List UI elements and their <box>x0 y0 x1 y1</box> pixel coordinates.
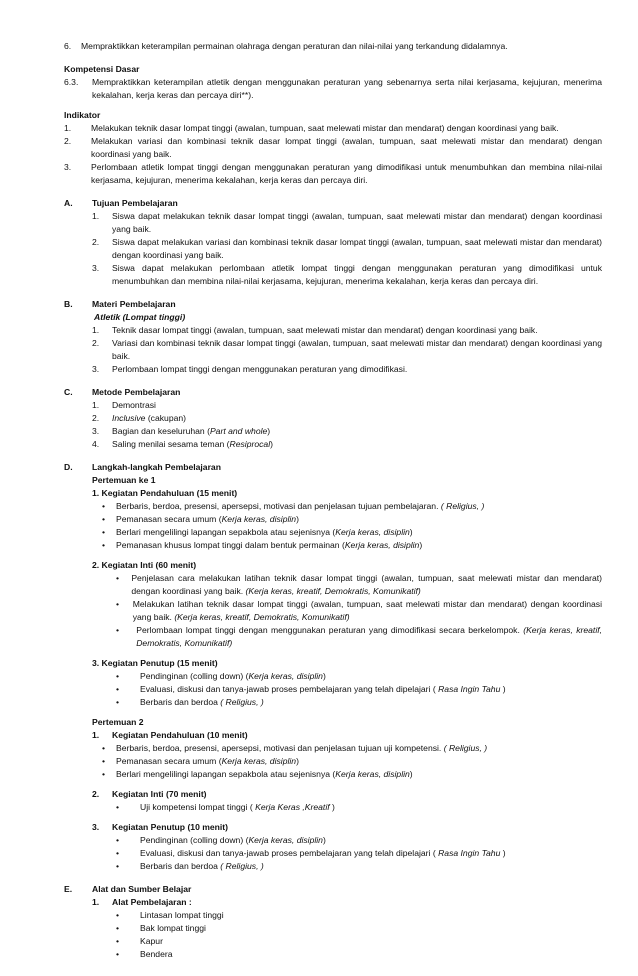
intro-text: Mempraktikkan keterampilan permainan olahraga dengan peraturan dan nilai-nilai yang terkandung didalamnya. <box>81 41 508 51</box>
section-letter: A. <box>64 198 73 208</box>
section-title: Tujuan Pembelajaran <box>92 198 178 208</box>
item-text: Lintasan lompat tinggi <box>140 910 224 920</box>
kegiatan-title: 2. Kegiatan Inti (60 menit) <box>92 560 197 570</box>
section-title: Langkah-langkah Pembelajaran <box>92 462 221 472</box>
item-text: Inclusive (cakupan) <box>112 413 187 423</box>
list-item <box>92 412 602 425</box>
indikator-heading: Indikator <box>64 110 101 120</box>
indikator-item <box>64 122 602 135</box>
bullet-icon: • <box>116 671 120 681</box>
section-c-heading <box>64 386 602 399</box>
item-number: 1. <box>92 211 100 221</box>
indikator-item <box>64 135 602 161</box>
item-number: 3. <box>92 364 100 374</box>
bullet-item: • Melakukan latihan teknik dasar lompat tinggi (awalan, tumpuan, saat melewati mistar dan mendarat) dengan koordinasi yang baik. (Kerja keras, kreatif, Demokratis, Komunikatif) <box>116 599 602 622</box>
list-item <box>92 337 602 363</box>
bullet-icon: • <box>116 802 120 812</box>
kegiatan-title: 2. Kegiatan Inti (70 menit) <box>92 789 207 799</box>
section-title: Alat dan Sumber Belajar <box>92 884 192 894</box>
list-item <box>92 425 602 438</box>
bullet-item: • Berbaris dan berdoa ( Religius, ) <box>116 861 264 871</box>
bullet-item <box>116 948 602 961</box>
list-item <box>92 438 602 451</box>
bullet-item: • Pemanasan secara umum (Kerja keras, disiplin) <box>102 756 299 766</box>
bullet-icon: • <box>116 835 120 845</box>
section-letter: D. <box>64 462 73 472</box>
item-number: 4. <box>92 439 100 449</box>
item-number: 3. <box>92 426 100 436</box>
item-text: Bak lompat tinggi <box>140 923 206 933</box>
item-text: Teknik dasar lompat tinggi (awalan, tumpuan, saat melewati mistar dan mendarat) dengan koordinasi yang baik. <box>112 325 538 335</box>
item-text: Perlombaan lompat tinggi dengan menggunakan peraturan yang dimodifikasi. <box>112 364 408 374</box>
kd-heading: Kompetensi Dasar <box>64 64 140 74</box>
indikator-text: Perlombaan atletik lompat tinggi dengan menggunakan peraturan yang dimodifikasi untuk menumbuhkan dan membina nilai-nilai kerjasama, kejujuran, menerima kekalahan, kerja keras dan percaya diri. <box>91 162 602 185</box>
item-text: Variasi dan kombinasi teknik dasar lompat tinggi (awalan, tumpuan, saat melewati mistar dan mendarat) dengan koordinasi yang baik. <box>112 338 602 361</box>
section-a-heading <box>64 197 602 210</box>
section-letter: C. <box>64 387 73 397</box>
bullet-item: • Pemanasan secara umum (Kerja keras, disiplin) <box>102 514 299 524</box>
bullet-item: • Perlombaan lompat tinggi dengan menggunakan peraturan yang dimodifikasi secara berkelompok. (Kerja keras, kreatif, Demokratis, Komunikatif) <box>116 625 603 648</box>
list-item <box>92 262 602 288</box>
list-item <box>92 236 602 262</box>
section-b-heading <box>64 298 602 311</box>
bullet-icon: • <box>102 756 106 766</box>
section-e-heading <box>64 883 602 896</box>
bullet-item <box>116 935 602 948</box>
bullet-icon: • <box>116 923 120 933</box>
item-number: 2. <box>92 338 100 348</box>
indikator-number: 1. <box>64 123 72 133</box>
bullet-icon: • <box>116 599 120 609</box>
bullet-item <box>116 909 602 922</box>
pertemuan-2-title: Pertemuan 2 <box>92 717 144 727</box>
intro-line <box>64 40 602 53</box>
item-number: 1. <box>92 325 100 335</box>
bullet-icon: • <box>116 697 120 707</box>
bullet-item <box>116 922 602 935</box>
item-text: Saling menilai sesama teman (Resiprocal) <box>112 439 273 449</box>
bullet-icon: • <box>102 501 106 511</box>
item-text: Siswa dapat melakukan perlombaan atletik lompat tinggi dengan menggunakan peraturan yang dimodifikasi untuk menumbuhkan dan membina nilai-nilai kerjasama, kejujuran, menerima kekalahan, kerja keras dan percaya diri. <box>112 263 602 286</box>
bullet-icon: • <box>116 910 120 920</box>
pertemuan-1-title: Pertemuan ke 1 <box>92 475 156 485</box>
alat-subheading: 1. Alat Pembelajaran : <box>92 897 192 907</box>
section-title: Metode Pembelajaran <box>92 387 181 397</box>
bullet-icon: • <box>102 527 106 537</box>
bullet-icon: • <box>116 949 120 959</box>
bullet-icon: • <box>116 625 120 635</box>
kegiatan-title: 3. Kegiatan Penutup (15 menit) <box>92 658 218 668</box>
bullet-item: • Berbaris, berdoa, presensi, apersepsi, motivasi dan penjelasan tujuan pembelajaran. ( Religius, ) <box>102 501 485 511</box>
item-number: 2. <box>92 237 100 247</box>
bullet-item: • Uji kompetensi lompat tinggi ( Kerja Keras ,Kreatif ) <box>116 802 335 812</box>
materi-subtitle: Atletik (Lompat tinggi) <box>94 312 186 322</box>
indikator-number: 2. <box>64 136 72 146</box>
section-letter: B. <box>64 299 73 309</box>
bullet-icon: • <box>102 743 106 753</box>
bullet-icon: • <box>116 573 120 583</box>
bullet-item: • Penjelasan cara melakukan latihan teknik dasar lompat tinggi (awalan, tumpuan, saat melewati mistar dan mendarat) dengan koordinasi yang baik. (Kerja keras, kreatif, Demokratis, Komunikatif) <box>116 573 602 596</box>
bullet-item: • Pendinginan (colling down) (Kerja keras, disiplin) <box>116 835 326 845</box>
indikator-text: Melakukan teknik dasar lompat tinggi (awalan, tumpuan, saat melewati mistar dan mendarat) dengan koordinasi yang baik. <box>91 123 559 133</box>
kegiatan-title: 1. Kegiatan Pendahuluan (10 menit) <box>92 730 248 740</box>
bullet-icon: • <box>116 936 120 946</box>
bullet-icon: • <box>102 769 106 779</box>
bullet-item: • Pendinginan (colling down) (Kerja keras, disiplin) <box>116 671 326 681</box>
indikator-text: Melakukan variasi dan kombinasi teknik dasar lompat tinggi (awalan, tumpuan, saat melewati mistar dan mendarat) dengan koordinasi yang baik. <box>91 136 602 159</box>
bullet-item: • Pemanasan khusus lompat tinggi dalam bentuk permainan (Kerja keras, disiplin) <box>102 540 423 550</box>
bullet-icon: • <box>116 848 120 858</box>
bullet-item: • Evaluasi, diskusi dan tanya-jawab proses pembelajaran yang telah dipelajari ( Rasa Ingin Tahu ) <box>116 684 506 694</box>
kegiatan-title: 3. Kegiatan Penutup (10 menit) <box>92 822 229 832</box>
indikator-number: 3. <box>64 162 72 172</box>
list-item <box>92 363 602 376</box>
bullet-item: • Berlari mengelilingi lapangan sepakbola atau sejenisnya (Kerja keras, disiplin) <box>102 527 413 537</box>
bullet-item: • Berbaris, berdoa, presensi, apersepsi, motivasi dan penjelasan tujuan uji kompetensi. ( Religius, ) <box>102 743 488 753</box>
bullet-icon: • <box>102 540 106 550</box>
item-text: Siswa dapat melakukan teknik dasar lompat tinggi (awalan, tumpuan, saat melewati mistar dan mendarat) dengan koordinasi yang baik. <box>112 211 602 234</box>
bullet-icon: • <box>102 514 106 524</box>
bullet-icon: • <box>116 684 120 694</box>
item-text: Siswa dapat melakukan variasi dan kombinasi teknik dasar lompat tinggi (awalan, tumpuan, saat melewati mistar dan mendarat) dengan koordinasi yang baik. <box>112 237 602 260</box>
kd-text: Mempraktikkan keterampilan atletik dengan menggunakan peraturan yang sebenarnya serta nilai kerjasama, kejujuran, menerima kekalahan, kerja keras dan percaya diri**). <box>92 77 602 100</box>
item-text: Kapur <box>140 936 163 946</box>
item-number: 1. <box>92 400 100 410</box>
bullet-item: • Berbaris dan berdoa ( Religius, ) <box>116 697 264 707</box>
bullet-item: • Berlari mengelilingi lapangan sepakbola atau sejenisnya (Kerja keras, disiplin) <box>102 769 413 779</box>
item-text: Bagian dan keseluruhan (Part and whole) <box>112 426 271 436</box>
bullet-item: • Evaluasi, diskusi dan tanya-jawab proses pembelajaran yang telah dipelajari ( Rasa Ingin Tahu ) <box>116 848 506 858</box>
section-letter: E. <box>64 884 73 894</box>
item-text: Demontrasi <box>112 400 156 410</box>
indikator-item <box>64 161 602 187</box>
kd-number: 6.3. <box>64 77 79 87</box>
intro-number: 6. <box>64 41 72 51</box>
item-number: 3. <box>92 263 100 273</box>
kd-item <box>64 76 602 102</box>
bullet-icon: • <box>116 861 120 871</box>
list-item <box>92 210 602 236</box>
list-item <box>92 324 602 337</box>
section-d-heading <box>64 461 602 474</box>
section-title: Materi Pembelajaran <box>92 299 176 309</box>
list-item <box>92 399 602 412</box>
kegiatan-title: 1. Kegiatan Pendahuluan (15 menit) <box>92 488 238 498</box>
item-number: 2. <box>92 413 100 423</box>
item-text: Bendera <box>140 949 173 959</box>
